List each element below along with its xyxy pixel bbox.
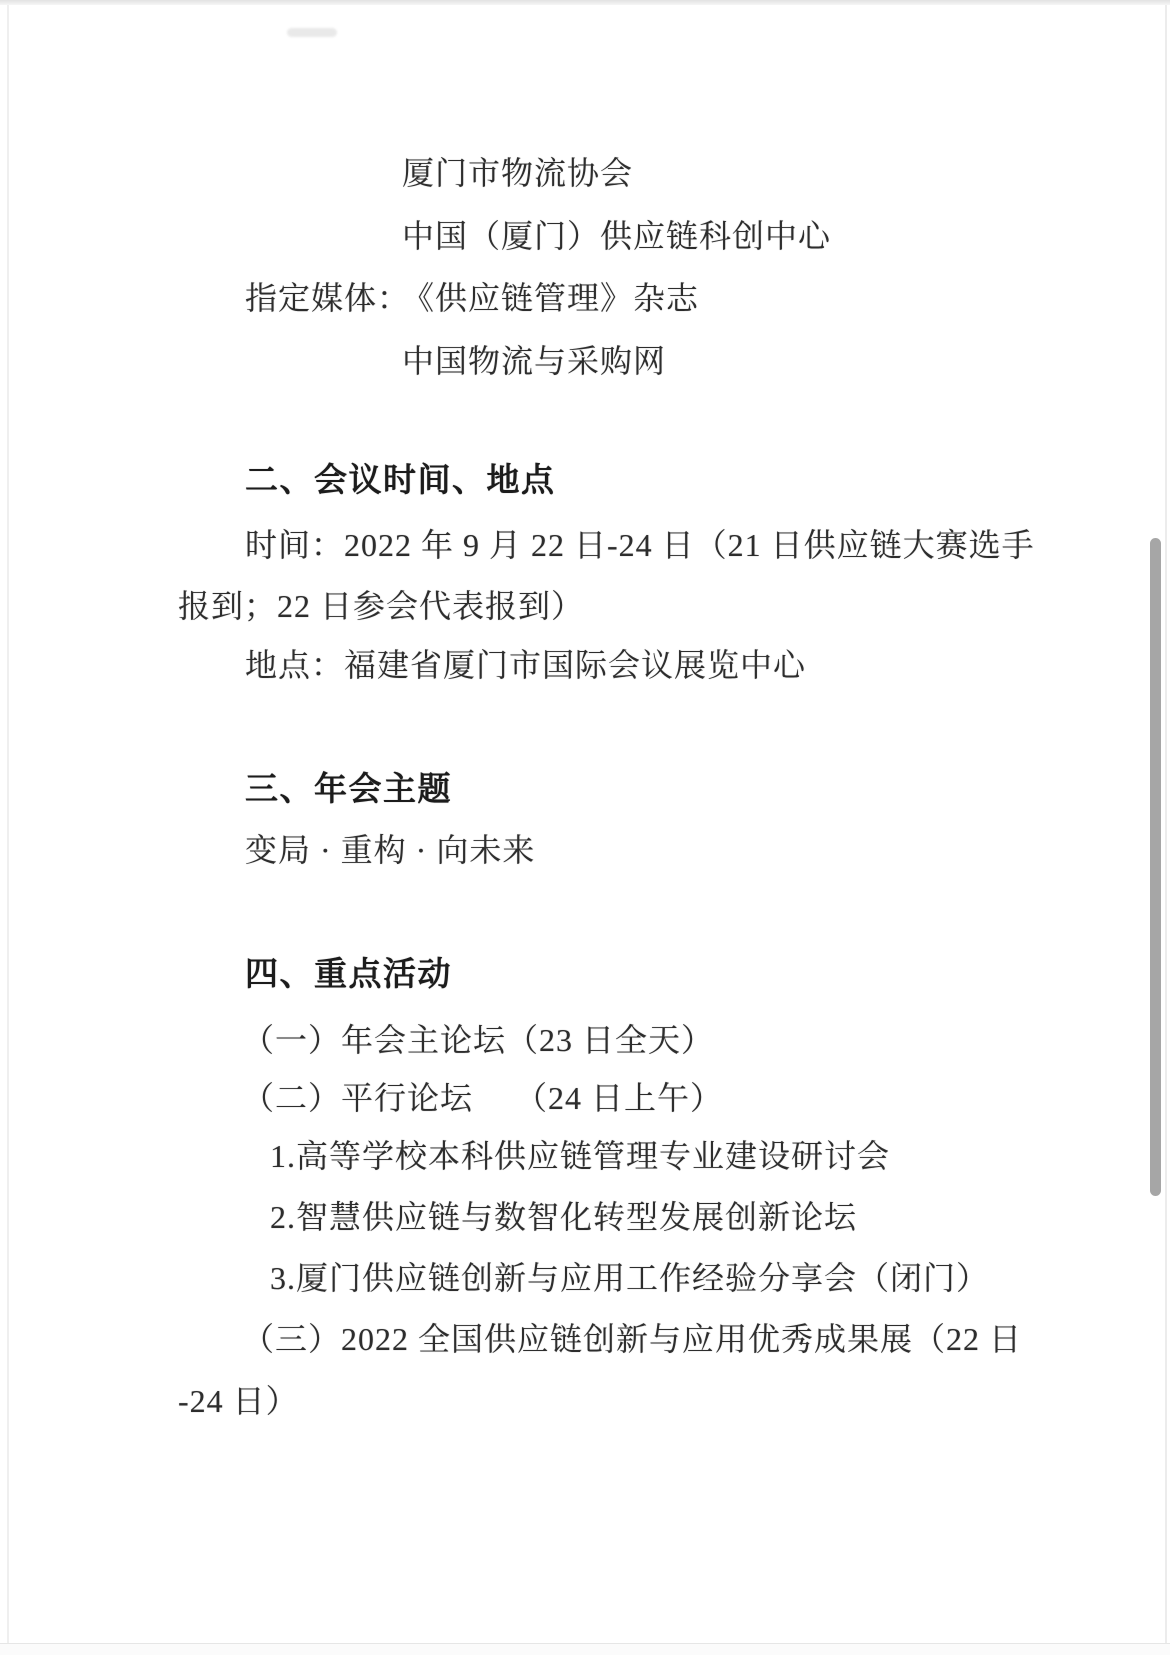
meeting-time-line-1: 时间：2022 年 9 月 22 日-24 日（21 日供应链大赛选手 bbox=[245, 527, 1035, 563]
activity-sub-item-1: 1.高等学校本科供应链管理专业建设研讨会 bbox=[270, 1138, 891, 1174]
org-line-2: 中国（厦门）供应链科创中心 bbox=[402, 218, 832, 254]
activity-item-3-line-2: -24 日） bbox=[178, 1383, 299, 1419]
scan-artifact bbox=[287, 28, 337, 37]
activity-item-2: （二）平行论坛 （24 日上午） bbox=[242, 1080, 724, 1116]
activity-sub-item-2: 2.智慧供应链与数智化转型发展创新论坛 bbox=[270, 1199, 858, 1235]
page-right-edge bbox=[1165, 5, 1167, 1643]
activity-sub-item-3: 3.厦门供应链创新与应用工作经验分享会（闭门） bbox=[270, 1260, 990, 1296]
page-bottom-margin bbox=[0, 1644, 1170, 1655]
designated-media-label: 指定媒体： bbox=[245, 280, 411, 316]
page-left-edge bbox=[7, 5, 9, 1643]
org-line-1: 厦门市物流协会 bbox=[402, 155, 634, 191]
activity-item-1: （一）年会主论坛（23 日全天） bbox=[242, 1022, 715, 1058]
scrollbar-thumb[interactable] bbox=[1150, 538, 1161, 1196]
activity-item-3-line-1: （三）2022 全国供应链创新与应用优秀成果展（22 日 bbox=[242, 1321, 1023, 1357]
section-activities-heading: 四、重点活动 bbox=[245, 955, 452, 992]
meeting-time-line-2: 报到；22 日参会代表报到） bbox=[178, 588, 585, 624]
meeting-location-line: 地点：福建省厦门市国际会议展览中心 bbox=[245, 647, 807, 683]
theme-text: 变局 · 重构 · 向未来 bbox=[245, 832, 536, 868]
designated-media-value: 《供应链管理》杂志 bbox=[402, 280, 700, 316]
section-meeting-heading: 二、会议时间、地点 bbox=[245, 461, 556, 498]
section-theme-heading: 三、年会主题 bbox=[245, 770, 452, 807]
page-top-edge bbox=[0, 0, 1170, 5]
org-line-4: 中国物流与采购网 bbox=[402, 343, 667, 379]
